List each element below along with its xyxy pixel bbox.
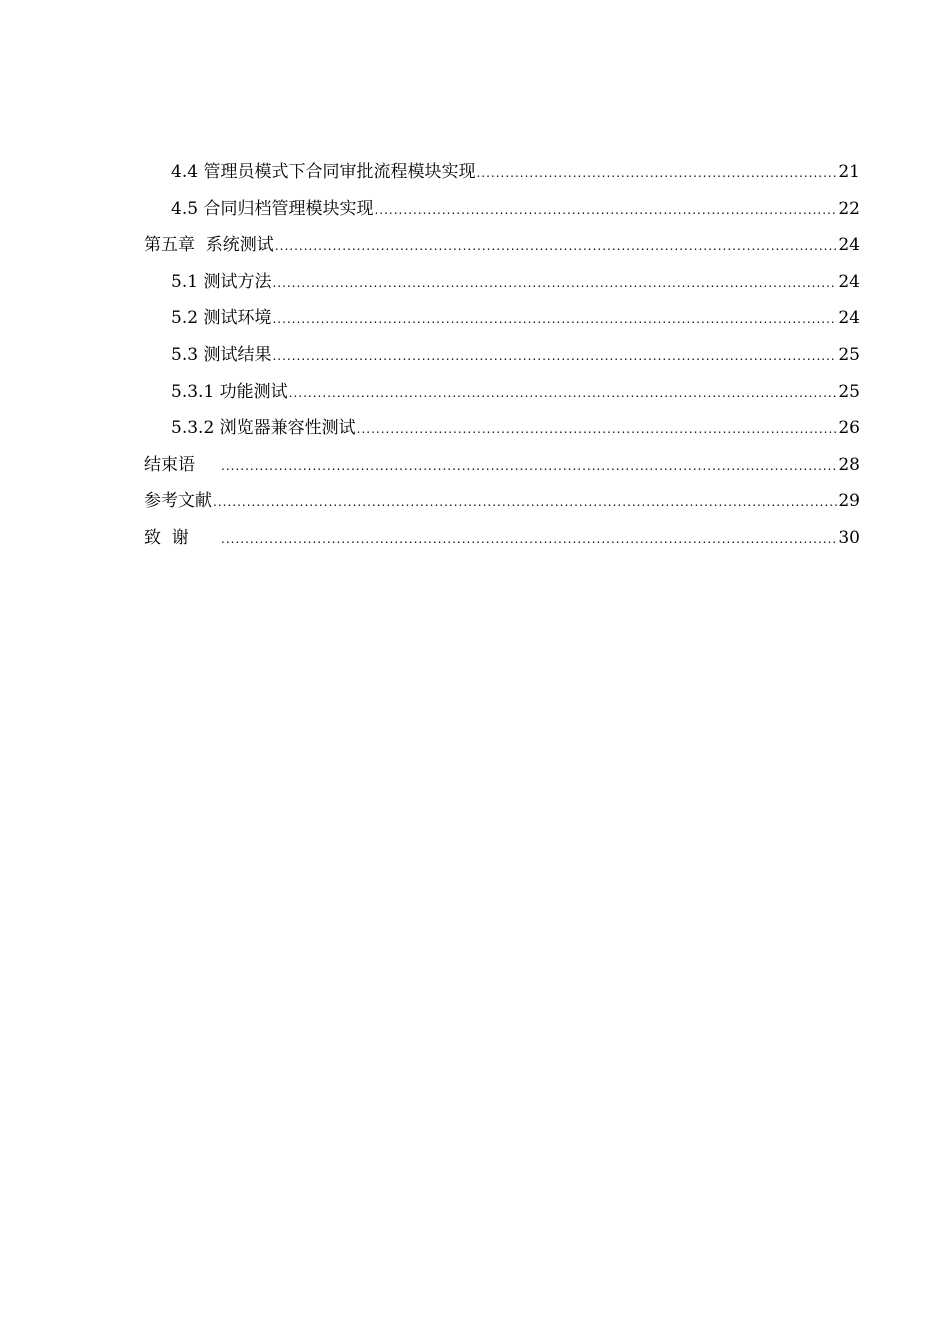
toc-page-number: 22 (838, 198, 860, 219)
toc-dot-leader (221, 521, 837, 558)
toc-entry-title: 5.3.2 浏览器兼容性测试 (171, 418, 356, 439)
toc-entry-title: 第五章 系统测试 (144, 235, 274, 256)
toc-dot-leader (476, 155, 837, 192)
toc-page-number: 24 (838, 271, 860, 292)
toc-dot-leader (357, 411, 838, 448)
toc-entry-acknowledgements[interactable] (144, 520, 860, 557)
toc-page-number: 25 (838, 344, 860, 365)
toc-entry-title: 5.1 测试方法 (171, 271, 272, 292)
toc-entry-title: 4.4 管理员模式下合同审批流程模块实现 (171, 162, 476, 182)
toc-page-number: 25 (838, 381, 860, 402)
toc-entry-4-4[interactable] (144, 154, 860, 191)
toc-dot-leader (272, 338, 837, 375)
toc-page-number: 21 (838, 162, 860, 182)
toc-dot-leader (275, 228, 838, 265)
toc-entry-chapter-5[interactable] (144, 227, 860, 264)
toc-entry-title: 5.2 测试环境 (171, 308, 272, 329)
toc-entry-5-1[interactable] (144, 264, 860, 301)
toc-entry-4-5[interactable] (144, 191, 860, 228)
toc-entry-5-3-1[interactable] (144, 374, 860, 411)
toc-dot-leader (272, 265, 837, 302)
toc-entry-title: 参考文献 (144, 491, 212, 512)
toc-dot-leader (221, 448, 837, 485)
toc-entry-conclusion[interactable] (144, 447, 860, 484)
toc-entry-title: 结束语 (144, 454, 195, 475)
toc-entry-title: 5.3.1 功能测试 (171, 381, 288, 402)
toc-page-number: 24 (838, 235, 860, 256)
toc-entry-title: 4.5 合同归档管理模块实现 (171, 198, 374, 219)
toc-entry-5-3[interactable] (144, 337, 860, 374)
toc-page-number: 28 (838, 454, 860, 475)
toc-dot-leader (272, 301, 837, 338)
table-of-contents (144, 154, 860, 557)
toc-entry-5-2[interactable] (144, 300, 860, 337)
toc-page-number: 30 (838, 527, 860, 548)
toc-entry-title: 致 谢 (144, 527, 189, 548)
toc-dot-leader (374, 192, 837, 229)
toc-dot-leader (289, 375, 838, 412)
toc-entry-references[interactable] (144, 483, 860, 520)
toc-page-number: 24 (838, 308, 860, 329)
toc-entry-title: 5.3 测试结果 (171, 344, 272, 365)
toc-page-number: 29 (838, 491, 860, 512)
toc-entry-5-3-2[interactable] (144, 410, 860, 447)
toc-page-number: 26 (838, 418, 860, 439)
toc-dot-leader (213, 484, 837, 521)
